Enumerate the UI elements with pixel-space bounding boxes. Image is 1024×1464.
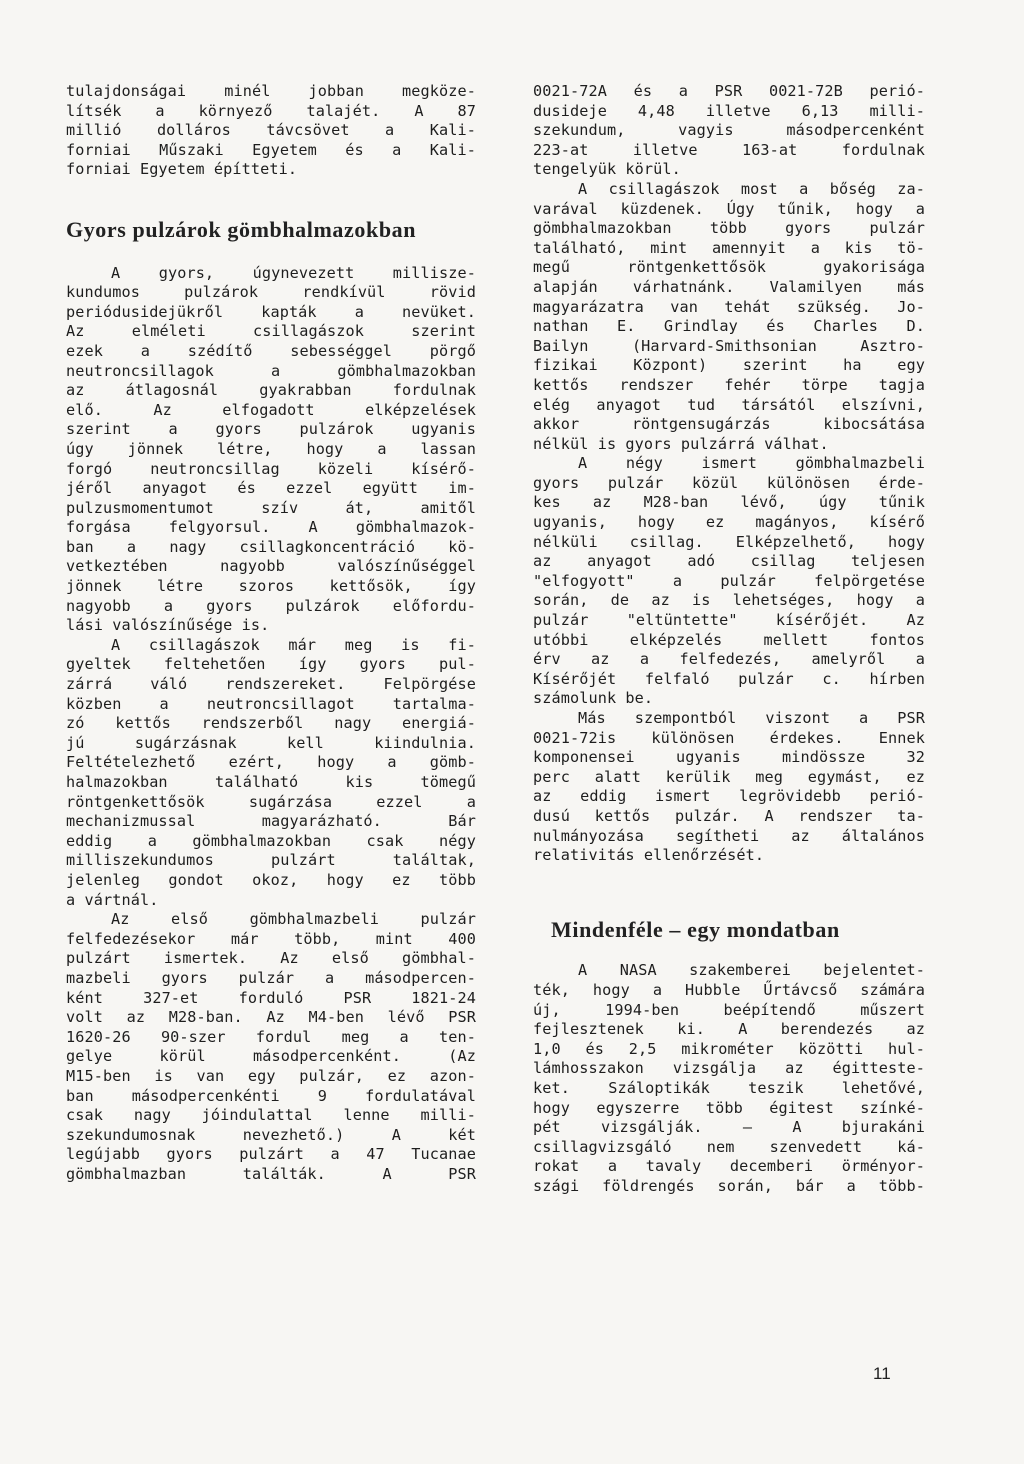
text-line: periódusidejükről kapták a nevüket. bbox=[66, 302, 476, 321]
text-line: nathan E. Grindlay és Charles D. bbox=[533, 317, 925, 336]
text-line: jönnek létre szoros kettősök, így bbox=[66, 577, 476, 596]
paragraph bbox=[533, 454, 925, 709]
text-line: Bailyn (Harvard-Smithsonian Asztro- bbox=[533, 336, 925, 355]
text-line: ték, hogy a Hubble Űrtávcső számára bbox=[533, 980, 925, 999]
text-line: milliszekundumos pulzárt találtak, bbox=[66, 851, 476, 870]
text-line: csak nagy jóindulattal lenne milli- bbox=[66, 1106, 476, 1125]
text-line: komponensei ugyanis mindössze 32 bbox=[533, 748, 925, 767]
text-line: érv az a felfedezés, amelyről a bbox=[533, 650, 925, 669]
text-line: 0021-72is különösen érdekes. Ennek bbox=[533, 728, 925, 747]
text-line: tulajdonságai minél jobban megköze- bbox=[66, 82, 476, 100]
text-line: "elfogyott" a pulzár felpörgetése bbox=[533, 571, 925, 590]
text-line: pulzusmomentumot szív át, amitől bbox=[66, 498, 476, 517]
paragraph bbox=[66, 264, 476, 636]
text-line: röntgenkettősök sugárzása ezzel a bbox=[66, 792, 476, 811]
text-line: pét vizsgálják. – A bjurakáni bbox=[533, 1118, 925, 1137]
text-line: mazbeli gyors pulzár a másodpercen- bbox=[66, 968, 476, 987]
page-number: 11 bbox=[873, 1364, 891, 1383]
text-line: mechanizmussal magyarázható. Bár bbox=[66, 812, 476, 831]
text-line: dusú kettős pulzár. A rendszer ta- bbox=[533, 806, 925, 825]
text-line: az anyagot adó csillag teljesen bbox=[533, 552, 925, 571]
text-line: forniai Egyetem építteti. bbox=[66, 160, 298, 179]
text-line: szági földrengés során, bár a több- bbox=[533, 1176, 925, 1195]
text-line: lítsék a környező talajét. A 87 bbox=[66, 101, 476, 120]
text-line: gyors pulzár közül különösen érde- bbox=[533, 473, 925, 492]
text-line: az eddig ismert legrövidebb perió- bbox=[533, 787, 925, 806]
text-line: gömbhalmazokban több gyors pulzár bbox=[533, 219, 925, 238]
text-line: A csillagászok már meg is fi- bbox=[111, 635, 476, 654]
section-heading-miscellaneous: Mindenféle – egy mondatban bbox=[551, 916, 840, 942]
text-line: ban a nagy csillagkoncentráció kö- bbox=[66, 537, 476, 556]
paragraph bbox=[533, 961, 925, 1196]
text-line: A NASA szakemberei bejelentet- bbox=[578, 961, 925, 980]
text-line: 1620-26 90-szer fordul meg a ten- bbox=[66, 1027, 476, 1046]
text-line: akkor röntgensugárzás kibocsátása bbox=[533, 415, 925, 434]
text-line: perc alatt kerülik meg egymást, ez bbox=[533, 767, 925, 786]
text-line: volt az M28-ban. Az M4-ben lévő PSR bbox=[66, 1008, 476, 1027]
text-line: forgása felgyorsul. A gömbhalmazok- bbox=[66, 518, 476, 537]
paragraph bbox=[533, 180, 925, 454]
text-line: nagyobb a gyors pulzárok előfordu- bbox=[66, 596, 476, 615]
paragraph bbox=[533, 82, 925, 180]
text-line: forniai Műszaki Egyetem és a Kali- bbox=[66, 140, 476, 159]
text-line: található, mint amennyit a kis tö- bbox=[533, 238, 925, 257]
text-line: A csillagászok most a bőség za- bbox=[578, 179, 925, 198]
text-line: lási valószínűsége is. bbox=[66, 616, 270, 635]
text-line: forgó neutroncsillag közeli kísérő- bbox=[66, 459, 476, 478]
text-line: legújabb gyors pulzárt a 47 Tucanae bbox=[66, 1145, 476, 1164]
text-line: gömbhalmazban találták. A PSR bbox=[66, 1164, 476, 1183]
section-heading-fast-pulsars: Gyors pulzárok gömbhalmazokban bbox=[66, 216, 417, 242]
text-line: fejlesztenek ki. A berendezés az bbox=[533, 1020, 925, 1039]
paragraph bbox=[66, 910, 476, 1184]
text-line: vetkeztében nagyobb valószínűséggel bbox=[66, 557, 476, 576]
text-line: ként 327-et forduló PSR 1821-24 bbox=[66, 988, 476, 1007]
text-line: számolunk be. bbox=[533, 689, 654, 708]
text-line: relativitás ellenőrzését. bbox=[533, 846, 765, 865]
text-line: Kísérőjét felfaló pulzár c. hírben bbox=[533, 669, 925, 688]
text-line: millió dolláros távcsövet a Kali- bbox=[66, 121, 476, 140]
text-line: A négy ismert gömbhalmazbeli bbox=[578, 454, 925, 473]
text-line: az átlagosnál gyakrabban fordulnak bbox=[66, 381, 476, 400]
text-line: varával küzdenek. Úgy tűnik, hogy a bbox=[533, 199, 925, 218]
text-line: új, 1994-ben beépítendő műszert bbox=[533, 1000, 925, 1019]
text-line: úgy jönnek létre, hogy a lassan bbox=[66, 439, 476, 458]
text-line: 1,0 és 2,5 mikrométer közötti hul- bbox=[533, 1039, 925, 1058]
text-line: jú sugárzásnak kell kiindulnia. bbox=[66, 733, 476, 752]
text-line: ezek a szédítő sebességgel pörgő bbox=[66, 341, 476, 360]
text-line: halmazokban található kis tömegű bbox=[66, 773, 476, 791]
paragraph bbox=[533, 709, 925, 866]
text-line: megű röntgenkettősök gyakorisága bbox=[533, 258, 925, 277]
text-line: nélkül is gyors pulzárrá válhat. bbox=[533, 434, 829, 453]
text-line: lámhosszakon vizsgálja az égitteste- bbox=[533, 1059, 925, 1078]
intro-paragraph bbox=[66, 82, 476, 180]
text-line: ugyanis, hogy ez magányos, kísérő bbox=[533, 513, 925, 532]
text-line: szekundumosnak nevezhető.) A két bbox=[66, 1125, 476, 1144]
text-line: elég anyagot tud társától elszívni, bbox=[533, 395, 925, 414]
paragraph bbox=[66, 636, 476, 910]
text-line: elő. Az elfogadott elképzelések bbox=[66, 400, 476, 419]
text-line: közben a neutroncsillagot tartalma- bbox=[66, 694, 476, 713]
text-line: szekundum, vagyis másodpercenként bbox=[533, 121, 925, 140]
text-line: jéről anyagot és ezzel együtt im- bbox=[66, 479, 476, 498]
text-line: gyeltek feltehetően így gyors pul- bbox=[66, 655, 476, 674]
right-column bbox=[533, 82, 925, 1196]
text-line: kundumos pulzárok rendkívül rövid bbox=[66, 283, 476, 302]
text-line: A gyors, úgynevezett millisze- bbox=[111, 263, 476, 282]
text-line: szerint a gyors pulzárok ugyanis bbox=[66, 420, 476, 439]
text-line: utóbbi elképzelés mellett fontos bbox=[533, 630, 925, 649]
text-line: jelenleg gondot okoz, hogy ez több bbox=[66, 870, 476, 889]
text-line: magyarázatra van tehát szükség. Jo- bbox=[533, 297, 925, 316]
text-line: zárrá váló rendszereket. Felpörgése bbox=[66, 675, 476, 694]
text-line: nulmányozása segítheti az általános bbox=[533, 826, 925, 845]
text-line: neutroncsillagok a gömbhalmazokban bbox=[66, 361, 476, 380]
text-line: Más szempontból viszont a PSR bbox=[578, 709, 925, 727]
text-line: nélküli csillag. Elképzelhető, hogy bbox=[533, 532, 925, 551]
text-line: a vártnál. bbox=[66, 890, 159, 909]
text-line: ban másodpercenkénti 9 fordulatával bbox=[66, 1086, 476, 1105]
text-line: Feltételezhető ezért, hogy a gömb- bbox=[66, 753, 476, 772]
text-line: pulzárt ismertek. Az első gömbhal- bbox=[66, 949, 476, 968]
text-line: zó kettős rendszerből nagy energiá- bbox=[66, 714, 476, 733]
text-line: Az első gömbhalmazbeli pulzár bbox=[111, 910, 476, 929]
text-line: M15-ben is van egy pulzár, ez azon- bbox=[66, 1066, 476, 1085]
text-line: gelye körül másodpercenként. (Az bbox=[66, 1047, 476, 1066]
text-line: dusideje 4,48 illetve 6,13 milli- bbox=[533, 101, 925, 120]
text-line: tengelyük körül. bbox=[533, 160, 681, 179]
text-line: felfedezésekor már több, mint 400 bbox=[66, 929, 476, 948]
text-line: Az elméleti csillagászok szerint bbox=[66, 322, 476, 341]
text-line: csillagvizsgáló nem szenvedett ká- bbox=[533, 1137, 925, 1156]
text-line: kettős rendszer fehér törpe tagja bbox=[533, 375, 925, 394]
text-line: hogy egyszerre több égitest színké- bbox=[533, 1098, 925, 1117]
text-line: során, de az is lehetséges, hogy a bbox=[533, 591, 925, 610]
text-line: eddig a gömbhalmazokban csak négy bbox=[66, 831, 476, 850]
text-line: pulzár "eltüntette" kísérőjét. Az bbox=[533, 611, 925, 630]
text-line: fizikai Központ) szerint ha egy bbox=[533, 356, 925, 375]
text-line: 223-at illetve 163-at fordulnak bbox=[533, 140, 925, 159]
text-line: rokat a tavaly decemberi örményor- bbox=[533, 1157, 925, 1176]
text-line: ket. Száloptikák teszik lehetővé, bbox=[533, 1078, 925, 1097]
left-column bbox=[66, 82, 476, 1184]
text-line: kes az M28-ban lévő, úgy tűnik bbox=[533, 493, 925, 512]
text-line: alapján várhatnánk. Valamilyen más bbox=[533, 277, 925, 296]
text-line: 0021-72A és a PSR 0021-72B perió- bbox=[533, 82, 925, 100]
